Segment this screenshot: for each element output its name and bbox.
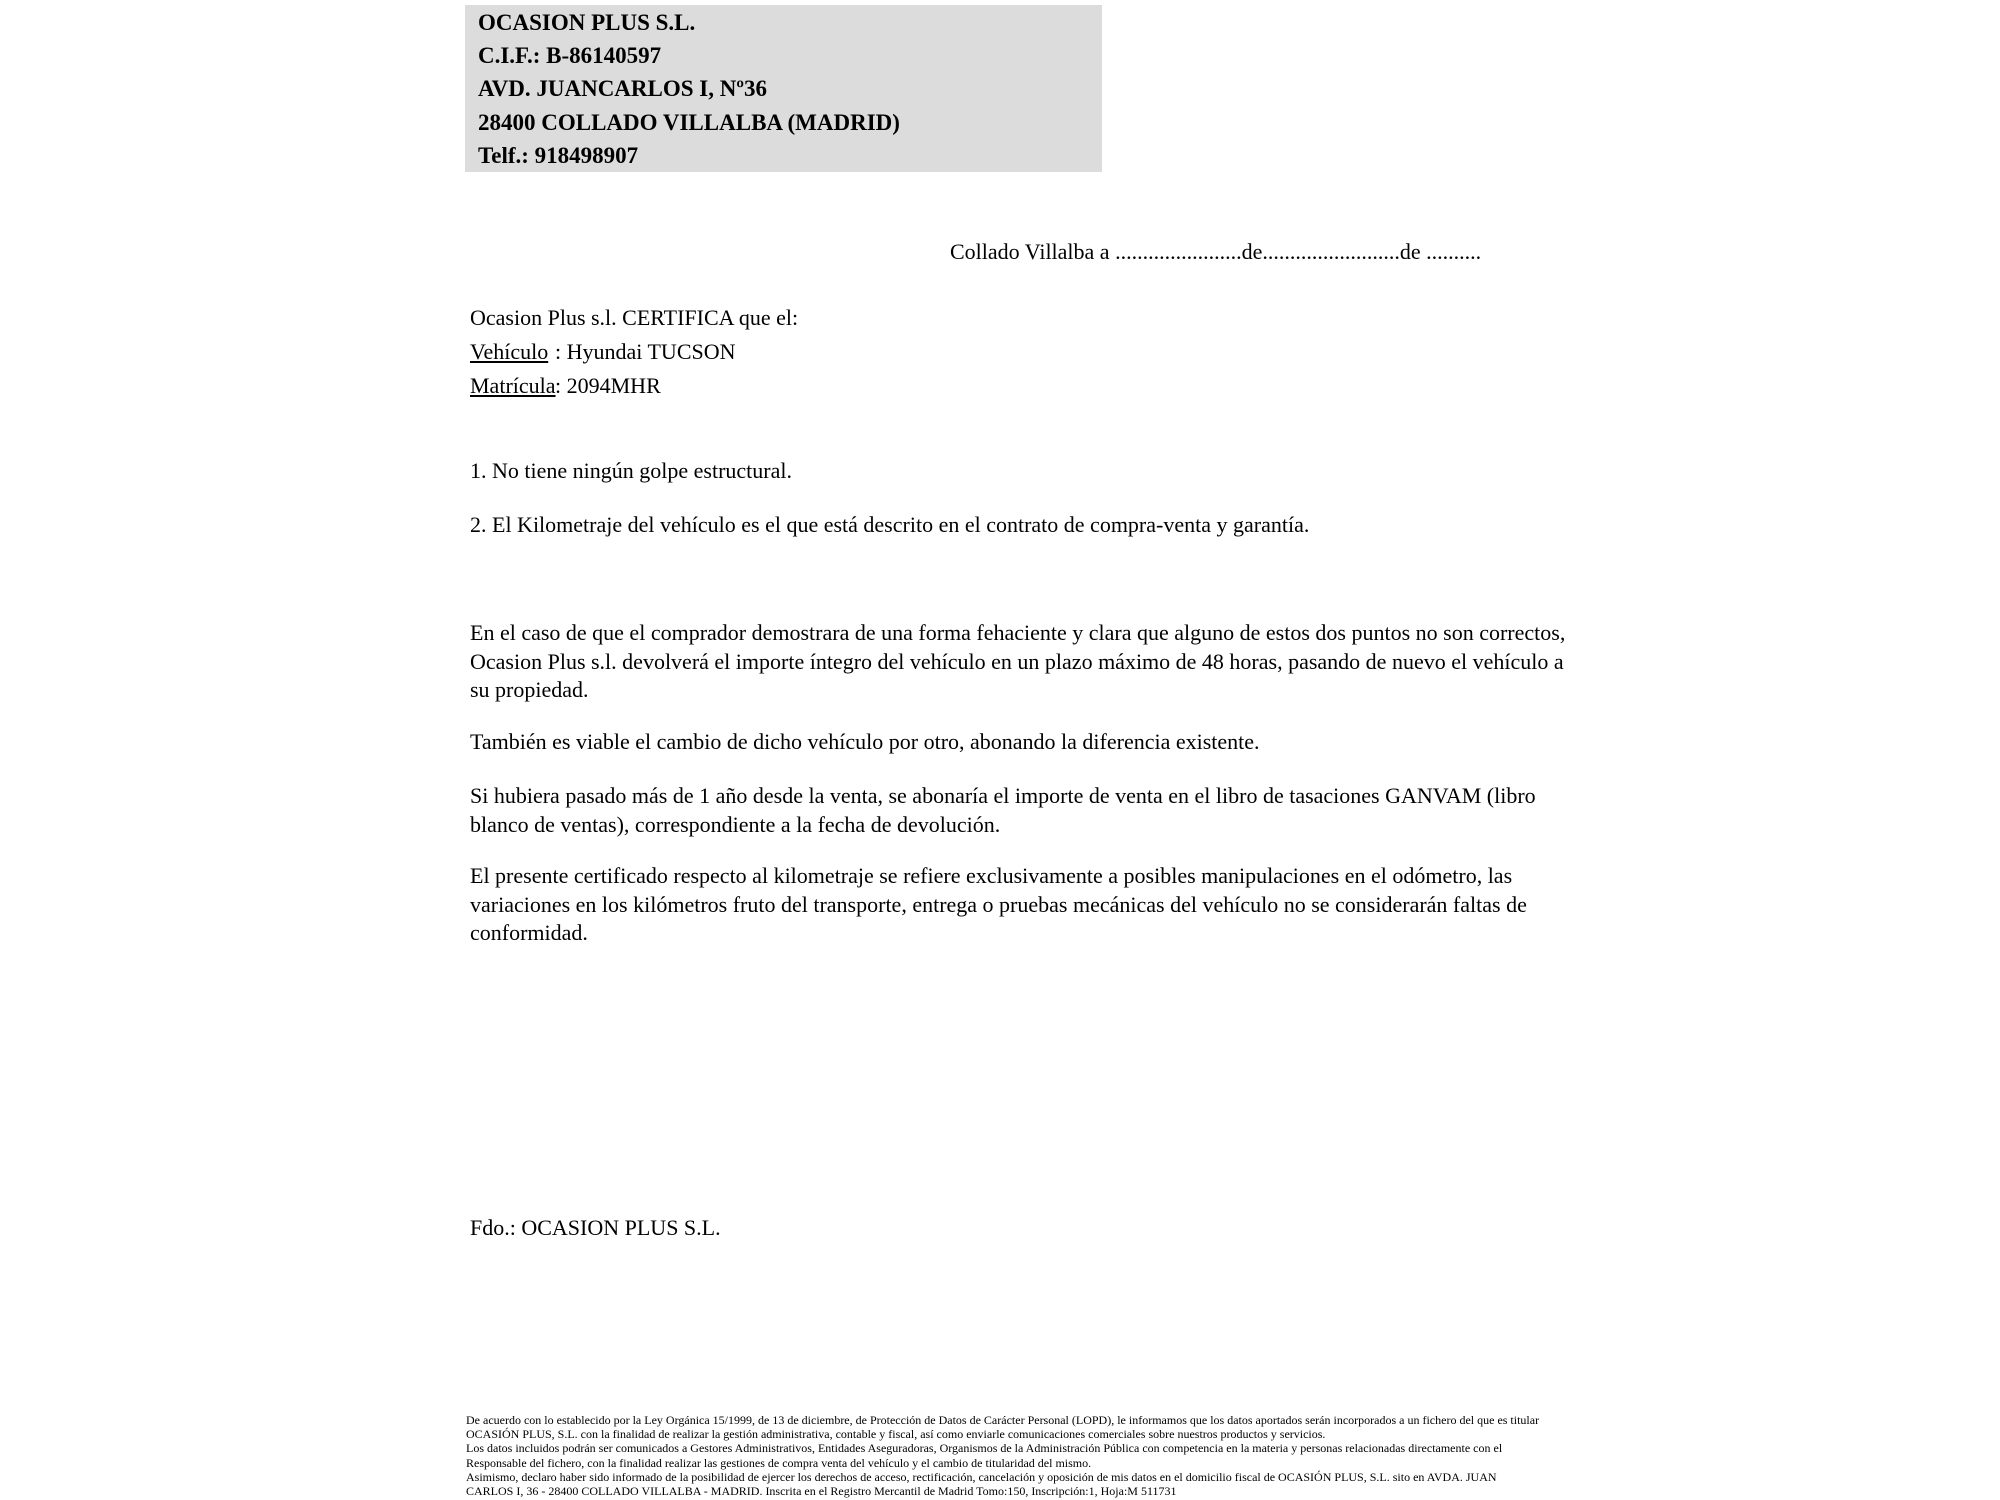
legal-footer-line: De acuerdo con lo establecido por la Ley Orgánica 15/1999, de 13 de diciembre, de Protección de Datos de Carácter Personal (LOPD), le informamos que los datos aportados serán incorporados a un fichero del que es titular	[466, 1413, 1540, 1427]
legal-footer-line: Los datos incluidos podrán ser comunicados a Gestores Administrativos, Entidades Aseguradoras, Organismos de la Administración Pública con competencia en la materia y personas relacionadas directamente con el	[466, 1441, 1503, 1456]
paragraph-refund-policy: En el caso de que el comprador demostrara de una forma fehaciente y clara que alguno de estos dos puntos no son correctos, Ocasion Plus s.l. devolverá el importe íntegro del vehículo en un plazo máximo de 48 horas, pasando de nuevo el vehículo a su propiedad.	[470, 620, 1566, 702]
paragraph-vehicle-exchange: También es viable el cambio de dicho vehículo por otro, abonando la diferencia existente.	[470, 729, 1260, 754]
legal-footer-line: Responsable del fichero, con la finalidad realizar las gestiones de compra venta del vehículo y el cambio de titularidad del mismo.	[466, 1455, 1092, 1470]
certification-block	[470, 301, 798, 402]
company-letterhead-box	[465, 5, 1102, 172]
plate-field-value: 2094MHR	[566, 372, 661, 398]
legal-footer-line: OCASIÓN PLUS, S.L. con la finalidad de realizar la gestión administrativa, contable y fiscal, así como enviarle comunicaciones comerciales sobre nuestros productos y servicios.	[466, 1427, 1326, 1442]
paragraph-odometer-disclaimer: El presente certificado respecto al kilometraje se refiere exclusivamente a posibles manipulaciones en el odómetro, las variaciones en los kilómetros fruto del transporte, entrega o pruebas mecánicas del vehículo no se considerarán faltas de conformidad.	[470, 863, 1527, 945]
legal-footer-line: CARLOS I, 36 - 28400 COLLADO VILLALBA - MADRID. Inscrita en el Registro Mercantil de Madrid Tomo:150, Inscripción:1, Hoja:M 511731	[466, 1484, 1177, 1499]
company-phone: Telf.: 918498907	[478, 142, 639, 168]
vehicle-field-row	[470, 335, 798, 369]
certification-intro: Ocasion Plus s.l. CERTIFICA que el:	[470, 305, 799, 330]
plate-field-row	[470, 369, 798, 403]
clause-mileage: 2. El Kilometraje del vehículo es el que está descrito en el contrato de compra-venta y garantía.	[470, 512, 1310, 537]
vehicle-field-separator: :	[555, 338, 567, 364]
paragraph-ganvam-valuation: Si hubiera pasado más de 1 año desde la venta, se abonaría el importe de venta en el libro de tasaciones GANVAM (libro blanco de ventas), correspondiente a la fecha de devolución.	[470, 783, 1536, 837]
company-address: AVD. JUANCARLOS I, Nº36	[478, 76, 767, 102]
clause-structural-damage: 1. No tiene ningún golpe estructural.	[470, 458, 792, 483]
plate-field-label: Matrícula	[470, 372, 556, 398]
vehicle-field-label: Vehículo	[470, 338, 549, 364]
company-city: 28400 COLLADO VILLALBA (MADRID)	[478, 109, 900, 135]
legal-footer-line: Asimismo, declaro haber sido informado de la posibilidad de ejercer los derechos de acceso, rectificación, cancelación y oposición de mis datos en el domicilio fiscal de OCASIÓN PLUS, S.L. sito en AVDA. JUAN	[466, 1469, 1497, 1484]
vehicle-field-value: Hyundai TUCSON	[566, 338, 736, 364]
legal-footer	[466, 1413, 1581, 1498]
signature-line: Fdo.: OCASION PLUS S.L.	[470, 1215, 721, 1240]
date-fill-in-line: Collado Villalba a .......................de.........................de ..........	[950, 239, 1482, 264]
company-name: OCASION PLUS S.L.	[478, 10, 696, 35]
plate-field-separator: :	[555, 372, 567, 398]
company-cif: C.I.F.: B-86140597	[478, 43, 662, 69]
